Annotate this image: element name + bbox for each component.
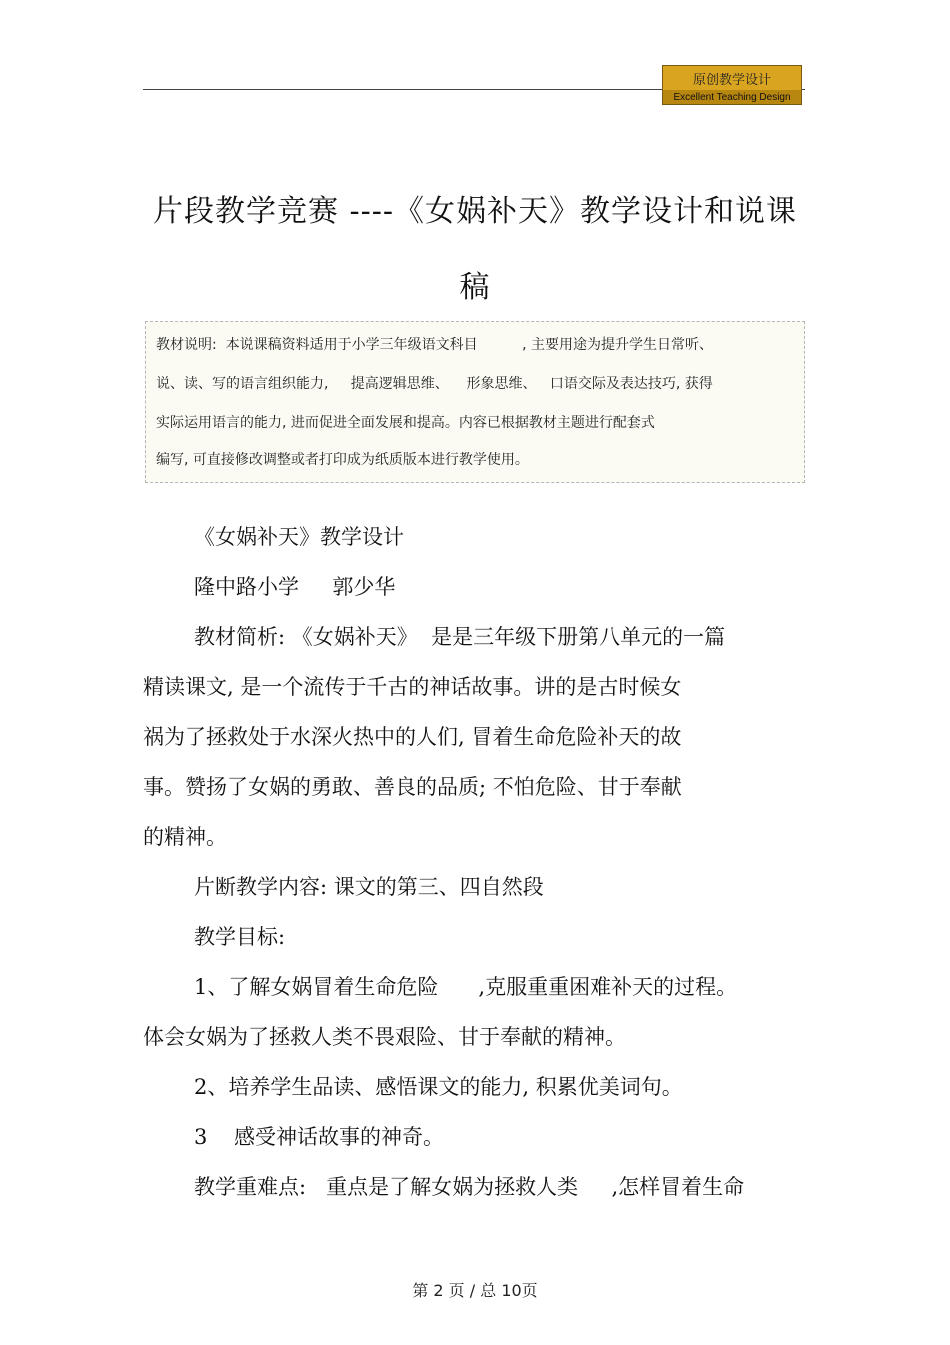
page-number: 第 2 页 / 总 10页 <box>412 1281 538 1300</box>
badge-chinese-label: 原创教学设计 <box>663 66 801 90</box>
badge-english-label: Excellent Teaching Design <box>663 90 801 104</box>
document-title-line-1: 片段教学竞赛 ----《女娲补天》教学设计和说课 <box>152 194 798 229</box>
objective-item: 2、培养学生品读、感悟课文的能力, 积累优美词句。 <box>194 1075 683 1099</box>
paragraph-line: 精读课文, 是一个流传于千古的神话故事。讲的是古时候女 <box>143 675 682 699</box>
notice-line: 说、读、写的语言组织能力, 提高逻辑思维、 形象思维、 口语交际及表达技巧, 获得 <box>156 376 713 392</box>
objectives-heading: 教学目标: <box>194 925 286 949</box>
paragraph-line: 的精神。 <box>143 825 227 849</box>
material-notice-box <box>145 321 805 483</box>
paragraph-line: 教材简析: 《女娲补天》 是是三年级下册第八单元的一篇 <box>194 625 726 649</box>
document-title-line-2: 稿 <box>459 270 491 305</box>
paragraph-line: 祸为了拯救处于水深火热中的人们, 冒着生命危险补天的故 <box>143 725 682 749</box>
objective-item: 1、了解女娲冒着生命危险 ,克服重重困难补天的过程。 <box>194 975 738 999</box>
paragraph-line: 片断教学内容: 课文的第三、四自然段 <box>194 875 544 899</box>
paragraph-line: 事。赞扬了女娲的勇敢、善良的品质; 不怕危险、甘于奉献 <box>143 775 682 799</box>
original-design-badge <box>662 65 802 105</box>
notice-line: 编写, 可直接修改调整或者打印成为纸质版本进行教学使用。 <box>156 452 529 468</box>
author-line: 隆中路小学 郭少华 <box>194 575 396 599</box>
paragraph-line: 体会女娲为了拯救人类不畏艰险、甘于奉献的精神。 <box>143 1025 626 1049</box>
notice-line: 教材说明: 本说课稿资料适用于小学三年级语文科目 , 主要用途为提升学生日常听、 <box>156 337 714 353</box>
objective-item: 3 感受神话故事的神奇。 <box>194 1125 445 1149</box>
section-heading: 《女娲补天》教学设计 <box>194 525 404 549</box>
notice-line: 实际运用语言的能力, 进而促进全面发展和提高。内容已根据教材主题进行配套式 <box>156 415 655 431</box>
key-points-line: 教学重难点: 重点是了解女娲为拯救人类 ,怎样冒着生命 <box>194 1175 745 1199</box>
